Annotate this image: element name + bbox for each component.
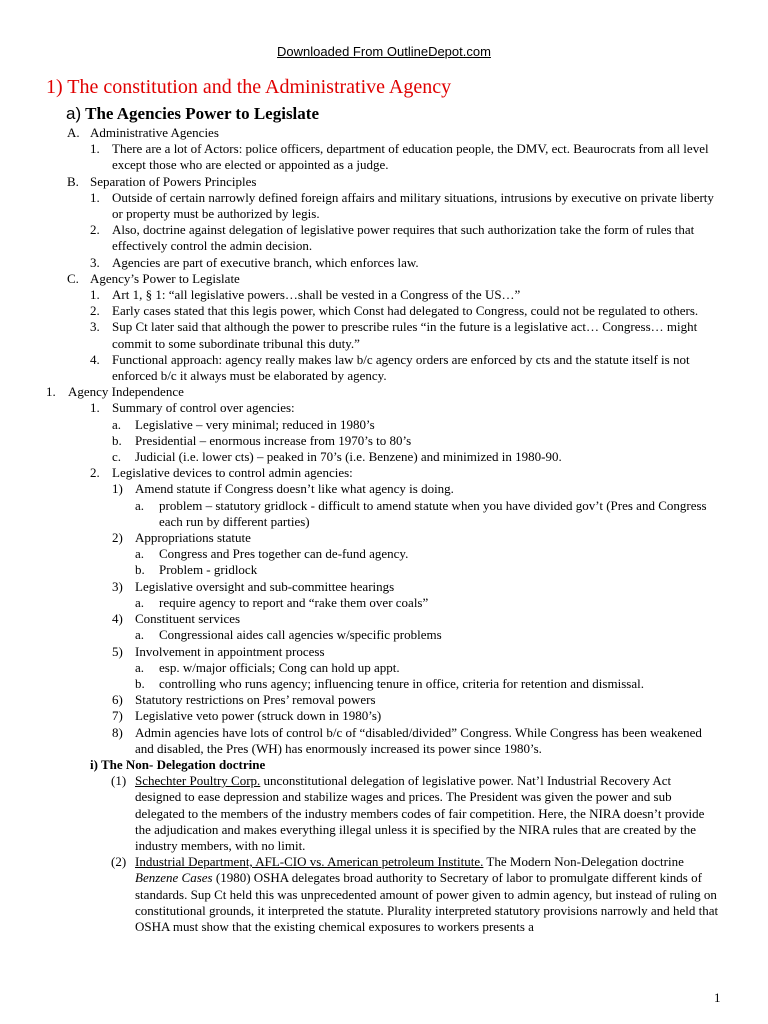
case-italic-name: Benzene Cases: [135, 870, 213, 886]
item-text: Congressional aides call agencies w/specific problems: [159, 627, 442, 643]
item-marker: 1): [112, 481, 123, 497]
outline-item-device-4-a: [0, 627, 717, 643]
item-text: Sup Ct later said that although the power to prescribe rules “in the future is a legislative act… Congress… might commit to some subordinate tribunal this duty.”: [112, 319, 698, 351]
item-text: Involvement in appointment process: [135, 643, 325, 659]
case-item-2: [0, 854, 720, 935]
item-text: Art 1, § 1: “all legislative powers…shall be vested in a Congress of the US…”: [112, 287, 521, 303]
item-marker: a.: [135, 497, 145, 513]
case-name: Schechter Poultry Corp.: [135, 773, 261, 789]
item-text: Judicial (i.e. lower cts) – peaked in 70’s (i.e. Benzene) and minimized in 1980-90.: [135, 449, 562, 465]
case-text: [135, 773, 720, 854]
outline-item-device-7: [0, 708, 717, 724]
item-text: Legislative – very minimal; reduced in 1980’s: [135, 416, 375, 432]
item-text: Amend statute if Congress doesn’t like what agency is doing.: [135, 481, 454, 497]
item-marker: 1.: [90, 400, 100, 416]
case-summary-part-1: The Modern Non-Delegation doctrine: [483, 854, 684, 870]
outline-body: [0, 125, 768, 935]
case-marker: (2): [111, 854, 127, 870]
item-text: esp. w/major officials; Cong can hold up appt.: [159, 659, 400, 675]
item-marker: a.: [135, 627, 145, 643]
item-marker: 2.: [90, 303, 100, 319]
item-marker: b.: [135, 675, 145, 691]
item-marker: 2): [112, 530, 123, 546]
page-number: 1: [714, 990, 721, 1005]
item-text: Functional approach: agency really makes law b/c agency orders are enforced by cts and the statute itself is not enforced b/c it always must be elaborated by agency.: [112, 351, 690, 384]
item-marker: 5): [112, 643, 123, 659]
outline-item-device-2-a: [0, 546, 717, 562]
case-name: Industrial Department, AFL-CIO vs. American petroleum Institute.: [135, 854, 484, 870]
outline-item-summary-b: [0, 433, 717, 449]
item-text: Legislative devices to control admin agencies:: [112, 465, 353, 481]
outline-item-b: [0, 174, 736, 190]
item-heading: Agency Independence: [68, 384, 184, 400]
item-marker: C.: [67, 270, 79, 286]
item-marker: 2.: [90, 465, 100, 481]
item-marker: 6): [112, 692, 123, 708]
case-summary: unconstitutional delegation of legislative power. Nat’l Industrial Recovery Act designed to ease depression and stabilize wages and prices. The President was given the power and sub delegated to the members of the industry members codes of fair competition. Here, the NIRA doesn’t provide the adjudication and makes everything illegal unless it is specified by the NIRA rules that are created by the industry members, with no limit.: [135, 773, 705, 853]
case-text: [135, 854, 720, 935]
outline-item-device-4: [0, 611, 717, 627]
item-marker: 7): [112, 708, 123, 724]
item-text: Statutory restrictions on Pres’ removal powers: [135, 692, 376, 708]
outline-item-device-5: [0, 644, 717, 660]
outline-item-c-2: [0, 303, 717, 319]
item-text: Early cases stated that this legis power, which Const had delegated to Congress, could not be regulated to others.: [112, 303, 699, 319]
item-marker: 4): [112, 611, 123, 627]
item-text: require agency to report and “rake them over coals”: [159, 594, 429, 610]
outline-item-device-5-b: [0, 676, 717, 692]
item-text: controlling who runs agency; influencing tenure in office, criteria for retention and dismissal.: [159, 675, 644, 691]
outline-item-device-1-a: [0, 498, 717, 530]
outline-item-device-8: [0, 725, 717, 757]
item-marker: a.: [135, 659, 145, 675]
item-text: Problem - gridlock: [159, 562, 258, 578]
case-item-1: [0, 773, 720, 854]
download-source-link[interactable]: Downloaded From OutlineDepot.com: [277, 44, 491, 59]
outline-item-b-3: [0, 255, 717, 271]
outline-item-summary: [0, 400, 717, 416]
outline-item-agency-independence: [0, 384, 736, 400]
outline-item-device-2-b: [0, 562, 717, 578]
item-text: Appropriations statute: [135, 530, 251, 546]
item-marker: 1.: [90, 287, 100, 303]
item-text: Legislative veto power (struck down in 1980’s): [135, 708, 382, 724]
item-heading: Separation of Powers Principles: [90, 173, 257, 189]
item-text: Agencies are part of executive branch, which enforces law.: [112, 254, 419, 270]
outline-item-c-1: [0, 287, 717, 303]
outline-item-a-1: [0, 141, 717, 173]
item-marker: b.: [112, 432, 122, 448]
item-text: Also, doctrine against delegation of legislative power requires that such authorization take the form of rules that effectively control the admin decision.: [112, 222, 695, 254]
item-text: Constituent services: [135, 611, 241, 627]
subsection-heading: [66, 104, 319, 124]
outline-item-device-2: [0, 530, 717, 546]
nondelegation-heading: i) The Non- Delegation doctrine: [90, 756, 266, 772]
item-marker: 1.: [46, 384, 56, 400]
outline-item-a: [0, 125, 736, 141]
outline-item-b-1: [0, 190, 717, 222]
outline-item-summary-c: [0, 449, 717, 465]
outline-item-device-3-a: [0, 595, 717, 611]
outline-item-devices: [0, 465, 717, 481]
outline-item-c: [0, 271, 736, 287]
case-summary-part-2: (1980) OSHA delegates broad authority to Secretary of labor to promulgate different kinds of standards. Sup Ct held this was unprecedented amount of power given to admin agency, but instead of ruling on constitutional grounds, it interpreted the statute. Plurality interpreted statutory provisions narrowly and held that OSHA must show that the existing chemical exposures to workers presents a: [135, 870, 719, 934]
item-marker: 1.: [90, 189, 100, 205]
item-marker: b.: [135, 562, 145, 578]
subsection-title: The Agencies Power to Legislate: [85, 104, 319, 123]
item-text: There are a lot of Actors: police officers, department of education people, the DMV, ect. Beaurocrats from all level except those who are elected or appointed as a judge.: [112, 141, 709, 173]
item-marker: 2.: [90, 222, 100, 238]
item-heading: Agency’s Power to Legislate: [90, 270, 240, 286]
item-marker: a.: [112, 416, 122, 432]
case-marker: (1): [111, 773, 127, 789]
item-text: Legislative oversight and sub-committee hearings: [135, 578, 395, 594]
item-heading: Administrative Agencies: [90, 125, 219, 140]
item-marker: B.: [67, 173, 79, 189]
item-marker: 8): [112, 724, 123, 740]
item-text: Summary of control over agencies:: [112, 400, 295, 416]
subsection-letter: a): [66, 104, 82, 123]
outline-item-device-3: [0, 579, 717, 595]
outline-item-c-4: [0, 352, 717, 384]
item-marker: 3): [112, 578, 123, 594]
item-marker: c.: [112, 449, 122, 465]
item-marker: 1.: [90, 141, 100, 157]
outline-item-device-6: [0, 692, 717, 708]
item-marker: A.: [67, 125, 80, 140]
item-text: Congress and Pres together can de-fund agency.: [159, 546, 409, 562]
item-marker: 3.: [90, 254, 100, 270]
item-text: Presidential – enormous increase from 1970’s to 80’s: [135, 432, 412, 448]
outline-item-c-3: [0, 319, 717, 351]
section-title: 1) The constitution and the Administrative Agency: [46, 76, 452, 98]
item-marker: 3.: [90, 319, 100, 335]
item-marker: 4.: [90, 351, 100, 367]
outline-item-device-1: [0, 481, 717, 497]
outline-item-summary-a: [0, 417, 717, 433]
item-marker: a.: [135, 546, 145, 562]
outline-item-device-5-a: [0, 660, 717, 676]
item-text: problem – statutory gridlock - difficult to amend statute when you have divided gov’t (Pres and Congress each run by different parties): [159, 497, 707, 529]
item-marker: a.: [135, 594, 145, 610]
outline-item-b-2: [0, 222, 717, 254]
item-text: Outside of certain narrowly defined foreign affairs and military situations, intrusions by executive on private liberty or property must be authorized by legis.: [112, 189, 714, 222]
item-text: Admin agencies have lots of control b/c of “disabled/divided” Congress. While Congress has been weakened and disabled, the Pres (WH) has enormously increased its power since 1980’s.: [135, 724, 702, 756]
